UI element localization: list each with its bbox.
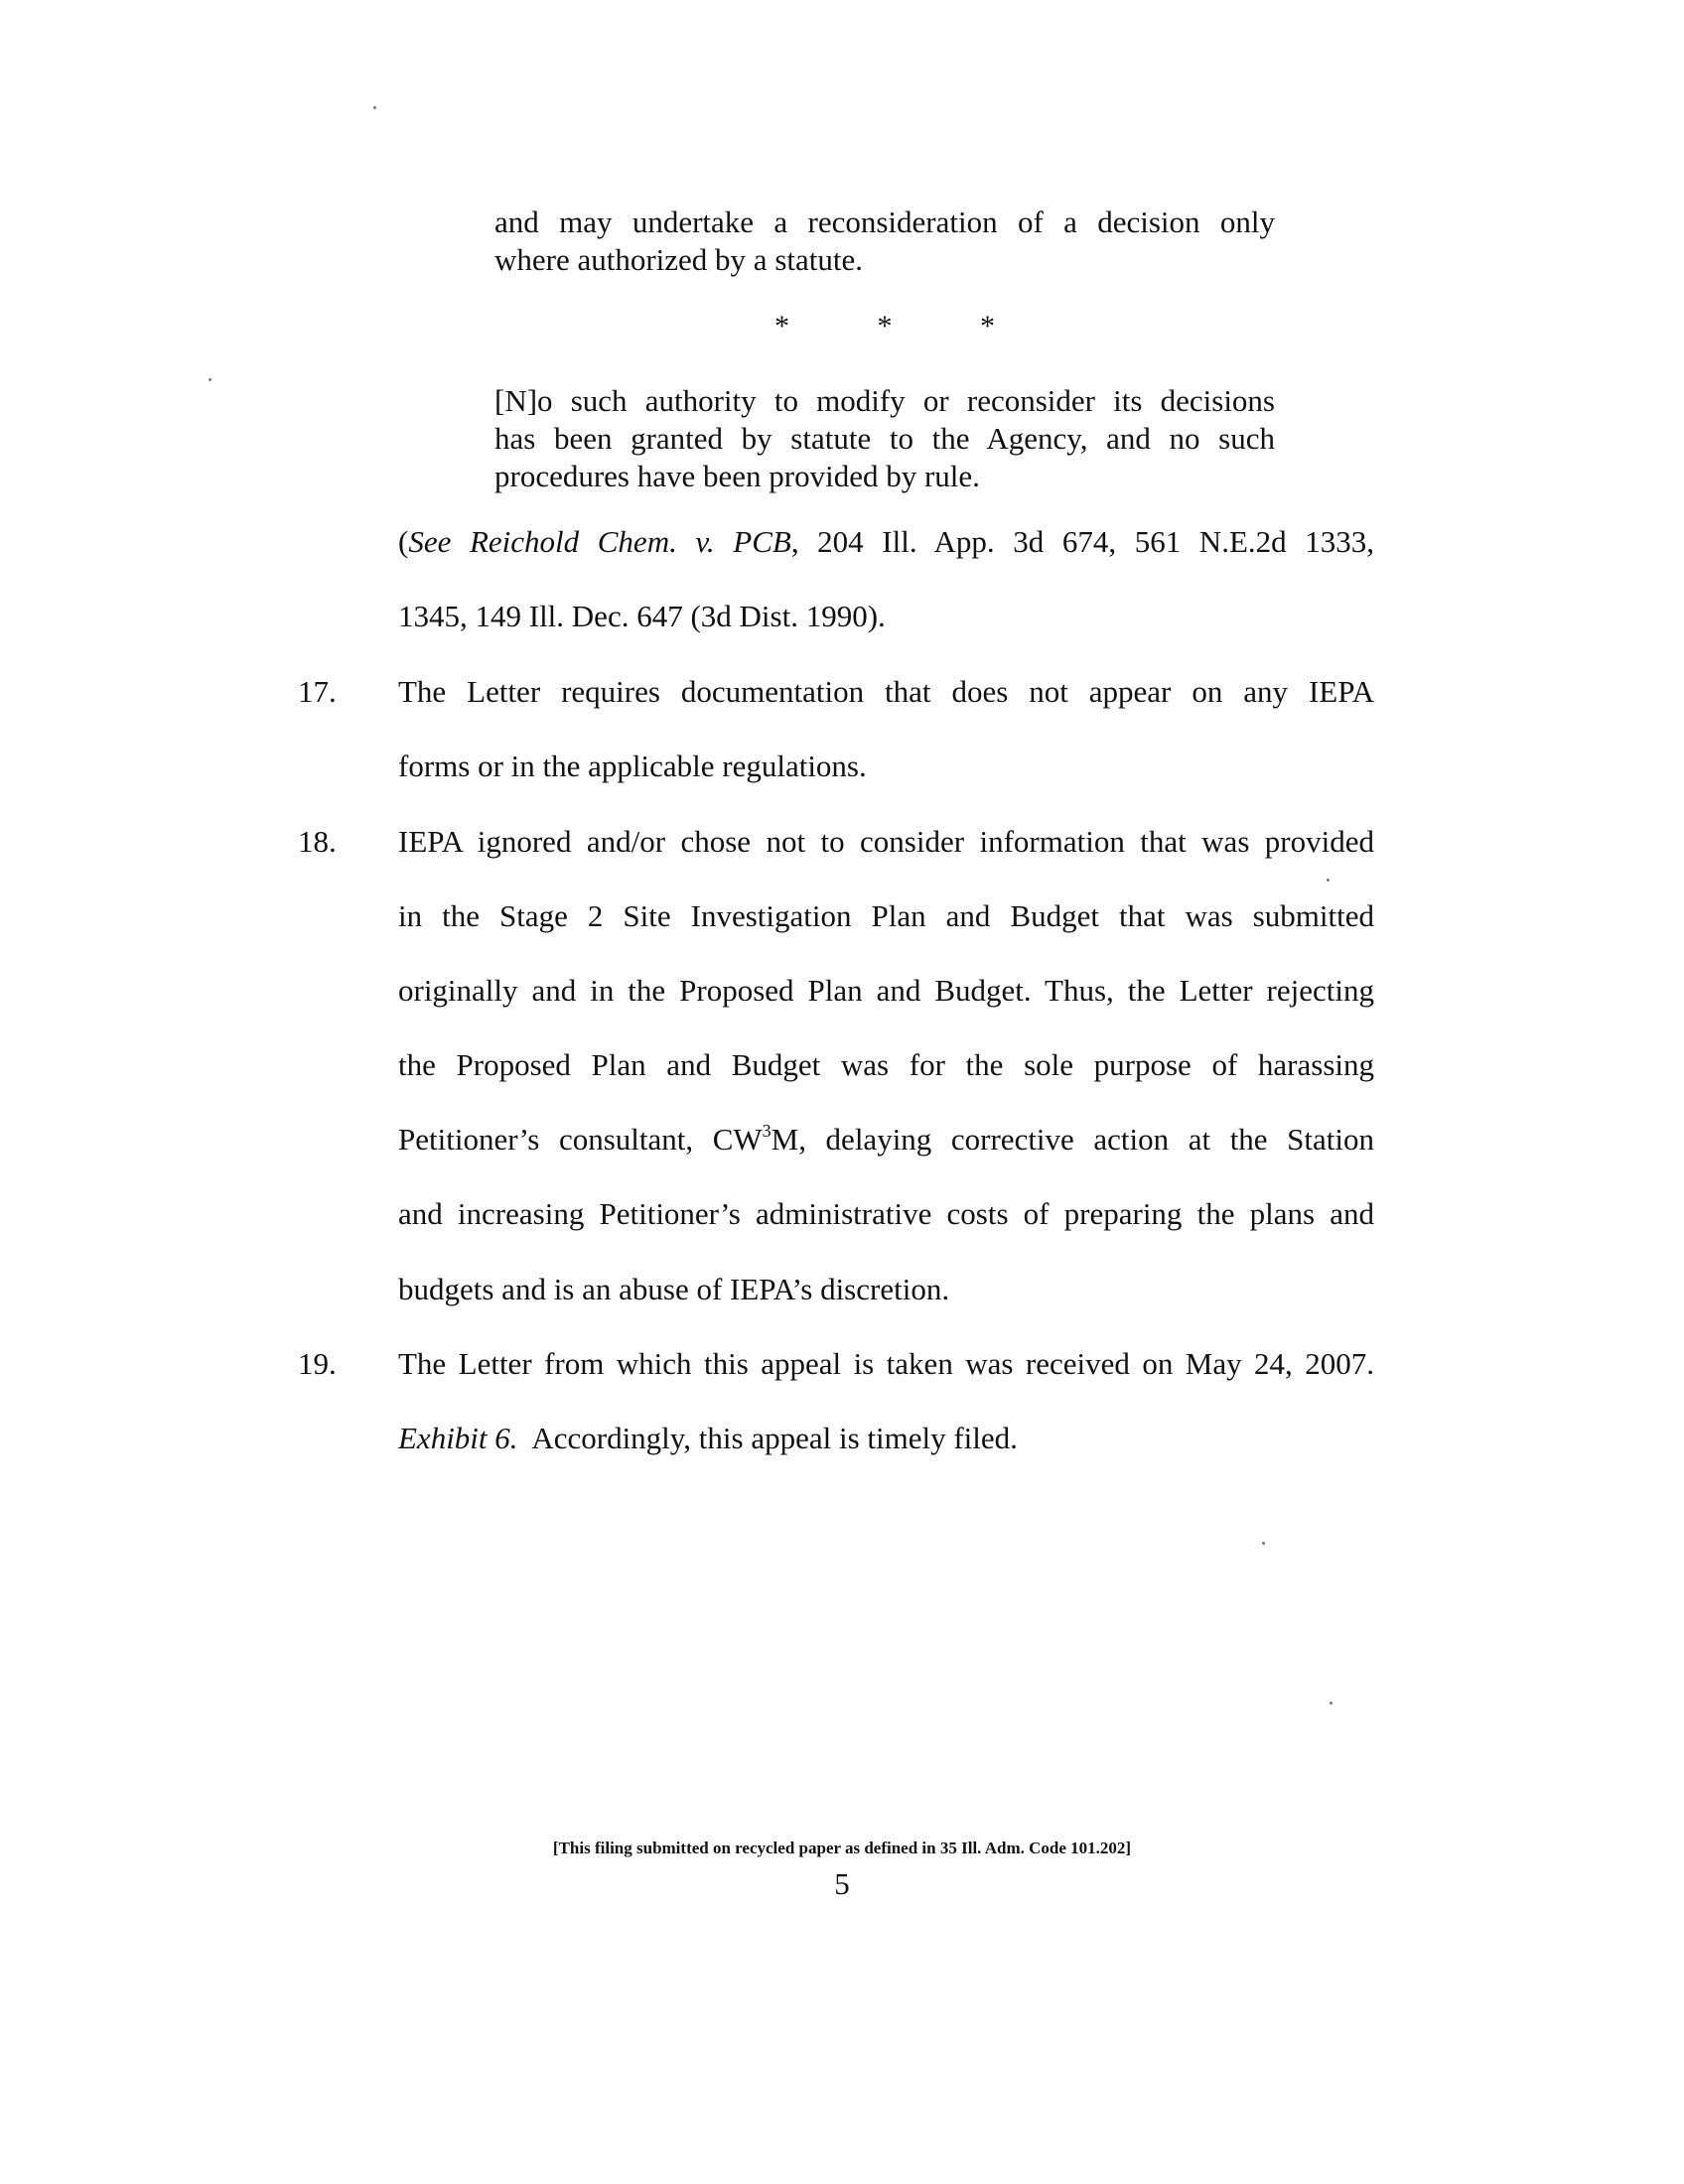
paragraph-number: 18. bbox=[298, 824, 337, 859]
scan-speck bbox=[209, 378, 211, 381]
paragraph-18-line: and increasing Petitioner’s administrative costs of preparing the plans and bbox=[398, 1196, 1374, 1231]
scan-speck bbox=[373, 106, 376, 109]
case-name: Reichold Chem. v. PCB bbox=[469, 524, 791, 559]
paragraph-18-line: the Proposed Plan and Budget was for the sole purpose of harassing bbox=[398, 1047, 1374, 1082]
paragraph-18-line: Petitioner’s consultant, $CW^3M$, delaying corrective action at the Station bbox=[398, 1120, 1375, 1157]
block-quote-1 bbox=[494, 204, 1275, 279]
paragraph-17-line: The Letter requires documentation that does not appear on any IEPA bbox=[398, 674, 1374, 709]
recycled-paper-footer: [This filing submitted on recycled paper as defined in 35 Ill. Adm. Code 101.202] bbox=[552, 1839, 1132, 1857]
separator-asterisk: * bbox=[980, 310, 995, 342]
scan-speck bbox=[1327, 879, 1330, 882]
citation-line-2: 1345, 149 Ill. Dec. 647 (3d Dist. 1990). bbox=[398, 599, 886, 633]
quote-line: [N]o such authority to modify or reconsider its decisions bbox=[494, 383, 1275, 418]
paragraph-18-line: IEPA ignored and/or chose not to consider information that was provided bbox=[398, 824, 1374, 859]
page-number: 5 bbox=[834, 1866, 850, 1901]
quote-line: has been granted by statute to the Agency, and no such bbox=[494, 421, 1275, 456]
paragraph-19-line: The Letter from which this appeal is taken was received on May 24, 2007. bbox=[398, 1346, 1374, 1381]
paragraph-number: 19. bbox=[298, 1346, 337, 1381]
citation-line-1: (See Reichold Chem. v. PCB, 204 Ill. App. 3d 674, 561 N.E.2d 1333, bbox=[398, 524, 1374, 559]
scan-speck bbox=[1330, 1702, 1333, 1705]
quote-line: and may undertake a reconsideration of a decision only bbox=[494, 205, 1275, 239]
citation-signal: See bbox=[408, 524, 452, 559]
paragraph-17-line: forms or in the applicable regulations. bbox=[398, 749, 867, 783]
paragraph-18-line: in the Stage 2 Site Investigation Plan and Budget that was submitted bbox=[398, 898, 1374, 933]
quote-line: where authorized by a statute. bbox=[494, 242, 863, 277]
superscript: 3 bbox=[762, 1120, 772, 1141]
exhibit-reference: Exhibit 6. bbox=[398, 1421, 518, 1455]
paragraph-number: 17. bbox=[298, 674, 337, 709]
separator-asterisk: * bbox=[774, 310, 789, 342]
quote-line: procedures have been provided by rule. bbox=[494, 459, 980, 493]
block-quote-2 bbox=[494, 382, 1275, 495]
scan-speck bbox=[1262, 1542, 1265, 1545]
paragraph-18-line: budgets and is an abuse of IEPA’s discretion. bbox=[398, 1272, 950, 1306]
separator-asterisk: * bbox=[877, 310, 893, 342]
paragraph-19-line: Exhibit 6. Accordingly, this appeal is timely filed. bbox=[398, 1421, 1018, 1455]
paragraph-18-line: originally and in the Proposed Plan and Budget. Thus, the Letter rejecting bbox=[398, 973, 1374, 1008]
section-separator bbox=[774, 310, 995, 343]
